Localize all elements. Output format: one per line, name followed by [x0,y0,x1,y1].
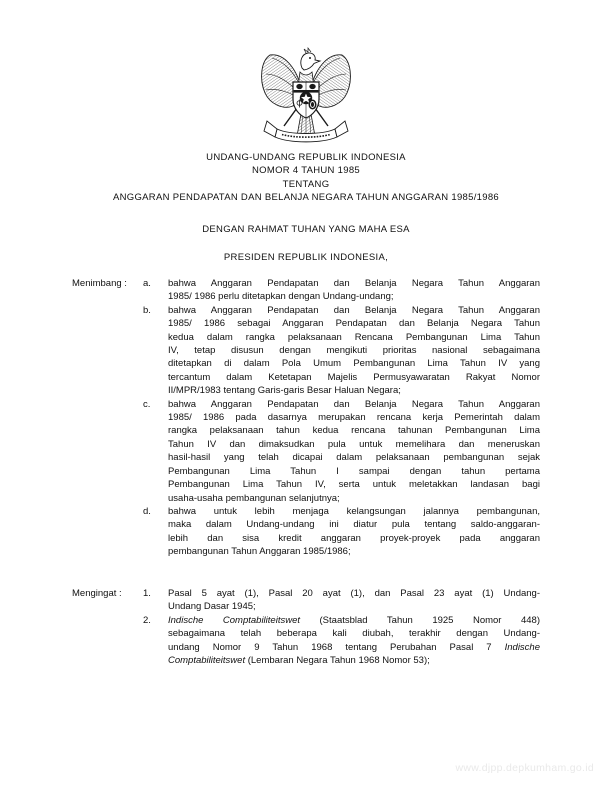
text-line: bahwa Anggaran Pendapatan dan Belanja Negara Tahun Anggaran [168,278,540,289]
mengingat-section [72,587,540,667]
item-text [168,587,540,614]
mengingat-label: Mengingat : [72,588,122,599]
text-line: usaha-usaha pembangunan selanjutnya; [168,492,340,504]
title-line-tentang: TENTANG [282,178,330,190]
text-line: II/MPR/1983 tentang Garis-garis Besar Haluan Negara; [168,385,401,397]
text-line: Pembangunan Lima Tahun IV, serta untuk meletakkan landasan bagi [168,479,540,491]
text-line: hasil-hasil yang telah dicapai dalam pelaksanaan pembangunan sejak [168,452,540,464]
item-text [168,505,540,559]
text-line: Tahun IV dan dimaksudkan pula untuk memelihara dan meneruskan [168,438,540,450]
menimbang-section [72,277,540,559]
text-line: tercantum dalam Ketetapan Majelis Permusyawaratan Rakyat Nomor [168,371,540,383]
menimbang-label: Menimbang : [72,278,127,289]
text-line: pembangunan Tahun Anggaran 1985/1986; [168,546,351,558]
text-line: Pasal 5 ayat (1), Pasal 20 ayat (1), dan Pasal 23 ayat (1) Undang- [168,588,540,599]
authority-line: PRESIDEN REPUBLIK INDONESIA, [223,252,389,263]
mengingat-item-2 [143,614,540,668]
garuda-pancasila-icon [256,46,356,148]
title-line-subject: ANGGARAN PENDAPATAN DAN BELANJA NEGARA TAHUN ANGGARAN 1985/1986 [113,192,499,204]
text-line: 1985/ 1986 perlu ditetapkan dengan Undang-undang; [168,291,394,303]
menimbang-item-d [143,505,540,559]
text-line: sebagaimana telah beberapa kali diubah, terakhir dengan Undang- [168,628,540,640]
item-text [168,304,540,398]
item-text [168,398,540,505]
text-line: bahwa Anggaran Pendapatan dan Belanja Negara Tahun Anggaran [168,398,540,410]
text-line: IV, tetap disusun dengan mengikuti prioritas nasional sebagaimana [168,345,540,357]
text-line: Comptabiliteitswet (Lembaran Negara Tahun 1968 Nomor 53); [168,655,430,667]
title-line-number: NOMOR 4 TAHUN 1985 [252,165,360,177]
item-marker: 2. [143,614,151,626]
text-line: 1985/ 1986 pada dasarnya merupakan rencana kerja Pemerintah dalam [168,412,540,424]
text-line: Pembangunan Lima Tahun I sampai dengan tahun pertama [168,465,540,477]
title-line-type: UNDANG-UNDANG REPUBLIK INDONESIA [206,152,406,163]
item-marker: 1. [143,588,151,599]
item-text [168,277,540,304]
menimbang-item-c [143,398,540,505]
menimbang-items [143,277,540,559]
menimbang-item-a [143,277,540,304]
text-line: ditetapkan di dalam Pola Umum Pembangunan Lima Tahun IV yang [168,358,540,370]
text-line: lebih dan sisa kredit anggaran proyek-proyek pada anggaran [168,532,540,544]
text-line: bahwa untuk lebih menjaga kelangsungan jalannya pembangunan, [168,505,540,517]
menimbang-item-b [143,304,540,398]
text-line: bahwa Anggaran Pendapatan dan Belanja Negara Tahun Anggaran [168,304,540,316]
text-line: undang Nomor 9 Tahun 1968 tentang Perubahan Pasal 7 Indische [168,641,540,653]
text-line: rangka pelaksanaan tahun kedua rencana tahunan Pembangunan Lima [168,425,540,437]
item-marker: d. [143,505,151,517]
text-line: Undang Dasar 1945; [168,601,256,613]
invocation-line: DENGAN RAHMAT TUHAN YANG MAHA ESA [202,224,410,235]
watermark: www.djpp.depkumham.go.id [455,762,594,774]
item-marker: b. [143,304,151,316]
mengingat-item-1 [143,587,540,614]
document-title [0,151,612,205]
text-line: 1985/ 1986 sebagai Anggaran Pendapatan dan Belanja Negara Tahun [168,318,540,330]
text-line: maka dalam Undang-undang ini diatur pula tentang saldo-anggaran- [168,519,540,531]
item-marker: a. [143,278,151,289]
item-text [168,614,540,668]
mengingat-items [143,587,540,667]
item-marker: c. [143,398,151,410]
text-line: kedua dalam rangka pelaksanaan Rencana Pembangunan Lima Tahun [168,331,540,343]
text-line: Indische Comptabiliteitswet (Staatsblad Tahun 1925 Nomor 448) [168,614,541,626]
